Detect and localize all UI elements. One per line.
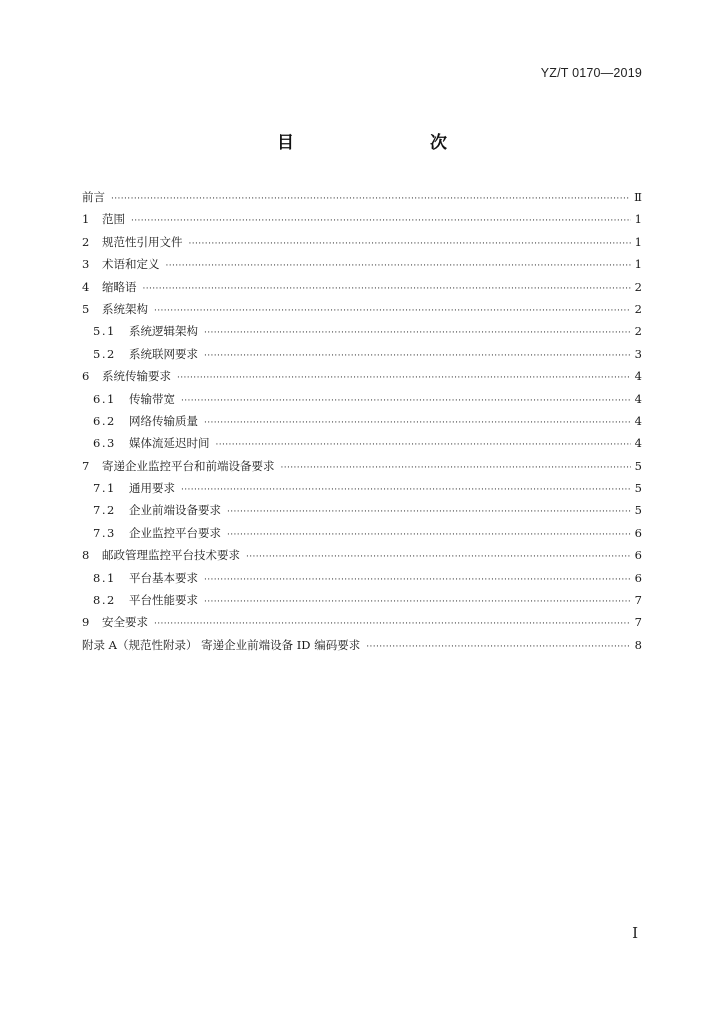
toc-entry-title <box>82 231 183 253</box>
table-of-contents <box>82 186 642 656</box>
toc-entry[interactable] <box>82 208 642 230</box>
toc-entry-title <box>82 544 240 566</box>
dot-leader <box>189 233 631 255</box>
toc-entry-number: 5.2 <box>93 346 116 361</box>
toc-entry-title <box>82 455 275 477</box>
toc-entry-title <box>82 634 360 656</box>
toc-entry[interactable] <box>82 477 642 499</box>
toc-entry-label: 系统传输要求 <box>102 369 171 384</box>
toc-entry-title <box>82 365 171 387</box>
toc-entry-number: 8 <box>82 548 90 563</box>
toc-entry-page: 5 <box>634 458 642 473</box>
toc-entry-title <box>82 186 105 208</box>
toc-entry[interactable] <box>82 231 642 253</box>
toc-entry-page: Ⅱ <box>634 190 642 204</box>
dot-leader <box>181 479 631 501</box>
standard-code: YZ/T 0170—2019 <box>540 66 642 80</box>
toc-entry-title <box>82 208 125 230</box>
toc-entry-label: 寄递企业监控平台和前端设备要求 <box>102 458 275 473</box>
toc-entry-title <box>93 432 210 454</box>
toc-entry-page: 1 <box>634 212 642 227</box>
toc-entry[interactable] <box>82 432 642 454</box>
toc-entry-label: 平台基本要求 <box>129 570 198 585</box>
dot-leader <box>216 434 631 456</box>
toc-entry-number: 7 <box>82 458 90 473</box>
toc-entry-label: 系统逻辑架构 <box>129 324 198 339</box>
page-number: Ⅰ <box>632 926 638 942</box>
toc-entry-label: 范围 <box>102 212 125 227</box>
toc-entry[interactable] <box>82 455 642 477</box>
toc-entry-title <box>93 567 198 589</box>
toc-entry[interactable] <box>82 343 642 365</box>
toc-entry[interactable] <box>82 634 642 656</box>
toc-entry-title <box>93 589 198 611</box>
toc-entry[interactable] <box>82 298 642 320</box>
toc-entry[interactable] <box>82 388 642 410</box>
toc-entry-label: 邮政管理监控平台技术要求 <box>102 548 240 563</box>
toc-entry-number: 6.3 <box>93 436 116 451</box>
toc-entry-page: 6 <box>634 548 642 563</box>
toc-entry-number: 5 <box>82 301 90 316</box>
dot-leader <box>246 546 631 568</box>
dot-leader <box>227 501 631 523</box>
toc-entry-title <box>93 499 221 521</box>
toc-entry-number: 7.1 <box>93 481 116 496</box>
toc-entry[interactable] <box>82 522 642 544</box>
toc-entry-label: 媒体流延迟时间 <box>129 436 210 451</box>
toc-entry-number: 8.2 <box>93 593 116 608</box>
toc-entry-page: 6 <box>634 525 642 540</box>
toc-entry-number: 3 <box>82 257 90 272</box>
toc-entry-label: 安全要求 <box>102 615 148 630</box>
toc-entry-number: 5.1 <box>93 324 116 339</box>
toc-entry-label: 系统联网要求 <box>129 346 198 361</box>
toc-entry-page: 4 <box>634 369 642 384</box>
toc-entry-page: 2 <box>634 279 642 294</box>
toc-entry-number: 2 <box>82 234 90 249</box>
toc-entry-label: 企业监控平台要求 <box>129 525 221 540</box>
toc-entry-number: 1 <box>82 212 90 227</box>
toc-entry-title <box>93 477 175 499</box>
toc-entry-label: 附录 A（规范性附录） 寄递企业前端设备 ID 编码要求 <box>82 637 361 652</box>
dot-leader <box>166 255 631 277</box>
toc-entry-page: 4 <box>634 436 642 451</box>
dot-leader <box>204 569 631 591</box>
toc-entry[interactable] <box>82 320 642 342</box>
toc-entry-title <box>93 410 198 432</box>
toc-entry-page: 1 <box>634 257 642 272</box>
toc-entry-title <box>93 320 198 342</box>
toc-entry-page: 5 <box>634 503 642 518</box>
toc-entry-title <box>93 343 198 365</box>
toc-entry[interactable] <box>82 410 642 432</box>
toc-entry[interactable] <box>82 589 642 611</box>
dot-leader <box>281 457 631 479</box>
toc-entry-page: 4 <box>634 391 642 406</box>
toc-entry-number: 6 <box>82 369 90 384</box>
toc-entry-label: 通用要求 <box>129 481 175 496</box>
toc-entry-number: 6.2 <box>93 413 116 428</box>
dot-leader <box>177 367 631 389</box>
toc-entry-page: 2 <box>634 301 642 316</box>
toc-entry-number: 7.3 <box>93 525 116 540</box>
toc-entry-page: 7 <box>634 615 642 630</box>
dot-leader <box>227 524 631 546</box>
toc-entry-title <box>82 253 160 275</box>
toc-entry-title <box>93 388 175 410</box>
dot-leader <box>111 188 630 210</box>
toc-entry-label: 传输带宽 <box>129 391 175 406</box>
toc-entry-page: 3 <box>634 346 642 361</box>
toc-entry-page: 2 <box>634 324 642 339</box>
dot-leader <box>181 390 631 412</box>
toc-entry[interactable] <box>82 365 642 387</box>
toc-entry-number: 4 <box>82 279 90 294</box>
toc-entry-page: 8 <box>634 637 642 652</box>
toc-entry-label: 缩略语 <box>102 279 137 294</box>
toc-entry-label: 企业前端设备要求 <box>129 503 221 518</box>
toc-entry-title <box>93 522 221 544</box>
dot-leader <box>154 613 631 635</box>
dot-leader <box>131 210 631 232</box>
toc-entry[interactable] <box>82 611 642 633</box>
toc-entry-page: 4 <box>634 413 642 428</box>
toc-entry-label: 术语和定义 <box>102 257 160 272</box>
toc-entry[interactable] <box>82 253 642 275</box>
dot-leader <box>143 278 631 300</box>
toc-entry-number: 7.2 <box>93 503 116 518</box>
toc-entry-number: 9 <box>82 615 90 630</box>
toc-entry[interactable] <box>82 567 642 589</box>
dot-leader <box>204 322 631 344</box>
dot-leader <box>204 345 631 367</box>
toc-entry[interactable] <box>82 499 642 521</box>
toc-entry-label: 规范性引用文件 <box>102 234 183 249</box>
dot-leader <box>204 412 631 434</box>
toc-entry-title <box>82 298 148 320</box>
toc-entry-title <box>82 276 137 298</box>
page-title: 目 次 <box>277 133 481 153</box>
toc-entry-title <box>82 611 148 633</box>
toc-entry-label: 系统架构 <box>102 301 148 316</box>
toc-entry-page: 7 <box>634 593 642 608</box>
dot-leader <box>366 636 630 658</box>
toc-entry-page: 1 <box>634 234 642 249</box>
toc-entry-label: 平台性能要求 <box>129 593 198 608</box>
dot-leader <box>154 300 631 322</box>
toc-entry-label: 网络传输质量 <box>129 413 198 428</box>
toc-entry-number: 8.1 <box>93 570 116 585</box>
toc-entry-number: 6.1 <box>93 391 116 406</box>
toc-entry[interactable] <box>82 276 642 298</box>
toc-entry[interactable] <box>82 186 642 208</box>
toc-entry-page: 5 <box>634 481 642 496</box>
dot-leader <box>204 591 631 613</box>
toc-entry-label: 前言 <box>82 190 105 204</box>
toc-entry[interactable] <box>82 544 642 566</box>
toc-entry-page: 6 <box>634 570 642 585</box>
